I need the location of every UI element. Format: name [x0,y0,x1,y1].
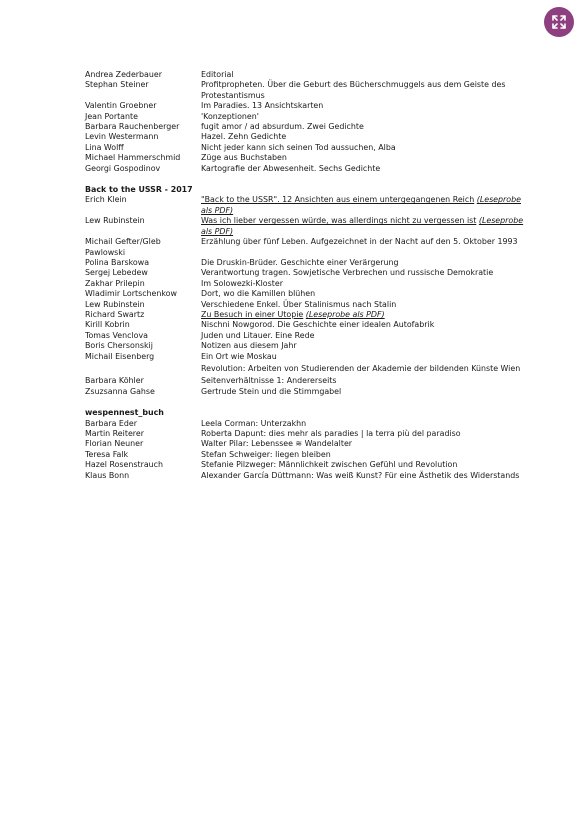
author: Kirill Kobrin [85,320,130,330]
section-list-ussr [85,195,525,397]
work-link[interactable]: Was ich lieber vergessen würde, was allerdings nicht zu vergessen ist [201,216,477,226]
author: Barbara Köhler [85,376,144,386]
author: Polina Barskowa [85,257,150,267]
author: Jean Portante [85,111,138,121]
list-item [85,387,525,397]
list-item [85,70,525,80]
work-title: Erzählung über fünf Leben. Aufgezeichnet in der Nacht auf den 5. Oktober 1993 [201,237,518,247]
list-item [85,164,525,174]
work-title: Im Paradies. 13 Ansichtskarten [201,101,324,111]
work-title: fugit amor / ad absurdum. Zwei Gedichte [201,122,364,132]
author: Wladimir Lortschenkow [85,289,177,299]
section-heading: wespennest_buch [85,407,164,417]
author: Michail Gefter/Gleb Pawlowski [85,237,161,257]
list-item [85,310,525,320]
work-title: Kartografie der Abwesenheit. Sechs Gedichte [201,163,381,173]
work-title: Verantwortung tragen. Sowjetische Verbrechen und russische Demokratie [201,268,494,278]
work-title: Die Druskin-Brüder. Geschichte einer Verärgerung [201,257,399,267]
work-title: Notizen aus diesem Jahr [201,341,297,351]
pdf-sample-link[interactable]: (Leseprobe als PDF) [201,216,524,236]
list-item [85,352,525,362]
work-title: Seitenverhältnisse 1: Andererseits [201,376,337,386]
author: Martin Reiterer [85,429,144,438]
list-item [85,300,525,310]
section-list-editorial [85,70,525,174]
author: Valentin Groebner [85,101,157,111]
list-item [85,279,525,289]
list-item [85,143,525,153]
list-item [85,376,525,386]
work-title: Stefan Schweiger: liegen bleiben [201,449,331,459]
author: Lew Rubinstein [85,299,145,309]
list-item [85,216,525,237]
author: Hazel Rosenstrauch [85,460,164,470]
author: Tomas Venclova [85,330,148,340]
work-title [201,195,525,216]
work-title: Revolution: Arbeiten von Studierenden der Akademie der bildenden Künste Wien [201,363,521,373]
author: Teresa Falk [85,449,129,459]
list-item [85,341,525,351]
list-item [85,101,525,111]
list-item [85,419,525,429]
expand-arrows-icon [551,14,567,30]
pdf-sample-link[interactable]: (Leseprobe als PDF) [305,309,385,319]
work-link[interactable]: Zu Besuch in einer Utopie [201,309,304,319]
author: Levin Westermann [85,132,159,142]
work-title: Nicht jeder kann sich seinen Tod aussuchen, Alba [201,142,396,152]
work-title: 'Konzeptionen' [201,111,259,121]
author: Richard Swartz [85,309,145,319]
author: Barbara Rauchenberger [85,122,180,132]
list-item [85,364,525,374]
work-title: Züge aus Buchstaben [201,153,287,163]
list-item [85,258,525,268]
author: Klaus Bonn [85,470,130,480]
work-title: Walter Pilar: Lebenssee ≋ Wandelalter [201,439,353,449]
list-item [85,132,525,142]
author: Erich Klein [85,195,127,205]
work-title: Leela Corman: Unterzakhn [201,418,307,428]
author: Zsuzsanna Gahse [85,386,155,396]
work-title: Nischni Nowgorod. Die Geschichte einer idealen Autofabrik [201,320,435,330]
section-heading: Back to the USSR - 2017 [85,184,193,194]
work-title: Stefanie Pilzweger: Männlichkeit zwischen Gefühl und Revolution [201,460,458,470]
work-title: Juden und Litauer. Eine Rede [201,330,315,340]
author: Michail Eisenberg [85,351,155,361]
work-title: Dort, wo die Kamillen blühen [201,289,316,299]
list-item [85,331,525,341]
section-list-buch [85,419,525,481]
author: Zakhar Prilepin [85,278,145,288]
author: Boris Chersonskij [85,341,153,351]
list-item [85,320,525,330]
work-title: Verschiedene Enkel. Über Stalinismus nach Stalin [201,299,397,309]
work-title: Im Solowezki-Kloster [201,278,283,288]
work-link[interactable]: "Back to the USSR". 12 Ansichten aus einem untergegangenen Reich [201,195,475,205]
list-item [85,460,525,470]
expand-button[interactable] [544,7,574,37]
work-title [201,216,525,237]
table-of-contents [85,70,525,481]
author: Andrea Zederbauer [85,70,162,79]
work-title: Roberta Dapunt: dies mehr als paradies | la terra più del paradiso [201,429,461,438]
author: Georgi Gospodinov [85,163,161,173]
list-item [85,80,525,101]
list-item [85,289,525,299]
author: Michael Hammerschmid [85,153,181,163]
list-item [85,237,525,258]
work-title: Alexander García Düttmann: Was weiß Kunst? Für eine Ästhetik des Widerstands [201,470,520,480]
author: Lina Wolff [85,142,124,152]
author [85,364,201,374]
work-title: Hazel. Zehn Gedichte [201,132,287,142]
list-item [85,439,525,449]
author: Sergej Lebedew [85,268,148,278]
list-item [85,112,525,122]
author: Barbara Eder [85,418,138,428]
author: Lew Rubinstein [85,216,145,226]
work-title: Profitpropheten. Über die Geburt des Bücherschmuggels aus dem Geiste des Protestantismus [201,80,506,100]
list-item [85,471,525,481]
list-item [85,122,525,132]
work-title: Ein Ort wie Moskau [201,351,277,361]
work-title: Gertrude Stein und die Stimmgabel [201,386,342,396]
author: Stephan Steiner [85,80,149,90]
author: Florian Neuner [85,439,144,449]
list-item [85,153,525,163]
work-title [201,310,525,320]
pdf-sample-link[interactable]: (Leseprobe als PDF) [201,195,521,215]
list-item [85,268,525,278]
work-title: Editorial [201,70,234,79]
list-item [85,429,525,439]
list-item [85,195,525,216]
list-item [85,450,525,460]
